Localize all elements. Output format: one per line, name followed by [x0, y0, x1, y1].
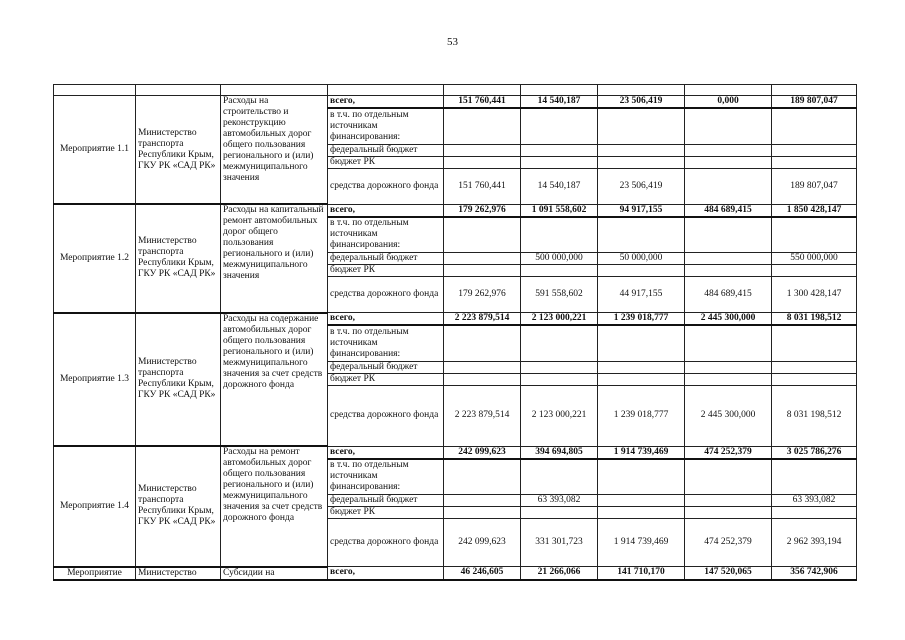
value-cell	[685, 144, 772, 156]
value-cell: 550 000,000	[772, 253, 857, 265]
value-cell	[444, 361, 521, 373]
value-cell	[685, 325, 772, 361]
source-cell: бюджет РК	[328, 156, 444, 168]
value-cell: 63 393,082	[521, 495, 598, 507]
source-cell: в т.ч. по отдельным источникам финансирования:	[328, 459, 444, 495]
value-cell	[685, 156, 772, 168]
table-row	[54, 96, 857, 109]
value-cell	[521, 361, 598, 373]
value-cell: 331 301,723	[521, 519, 598, 567]
value-cell	[772, 265, 857, 277]
value-cell: 179 262,976	[444, 204, 521, 217]
page-number: 53	[447, 36, 458, 48]
value-cell	[598, 507, 685, 519]
source-cell: федеральный бюджет	[328, 495, 444, 507]
table-row	[54, 204, 857, 217]
description-cell: Расходы на ремонт автомобильных дорог общего пользования регионального и (или) межмуниципального значения за счет средств дорожного фонда	[221, 446, 328, 567]
value-cell: 484 689,415	[685, 204, 772, 217]
value-cell	[598, 108, 685, 144]
value-cell: 14 540,187	[521, 96, 598, 109]
description-cell: Расходы на капитальный ремонт автомобильных дорог общего пользования регионального и (или) межмуниципального значения	[221, 204, 328, 313]
executor-cell: Министерство транспорта Республики Крым, ГКУ РК «САД РК»	[136, 204, 221, 313]
source-cell: всего,	[328, 313, 444, 326]
value-cell	[598, 459, 685, 495]
source-cell: всего,	[328, 446, 444, 459]
value-cell: 1 239 018,777	[598, 385, 685, 446]
value-cell	[521, 156, 598, 168]
value-cell	[772, 325, 857, 361]
value-cell	[444, 373, 521, 385]
value-cell	[521, 108, 598, 144]
value-cell: 8 031 198,512	[772, 385, 857, 446]
value-cell	[444, 507, 521, 519]
value-cell: 500 000,000	[521, 253, 598, 265]
value-cell: 151 760,441	[444, 168, 521, 204]
table-row	[54, 567, 857, 580]
value-cell	[598, 373, 685, 385]
source-cell: бюджет РК	[328, 373, 444, 385]
description-cell: Субсидии на	[221, 567, 328, 580]
value-cell: 1 914 739,469	[598, 446, 685, 459]
source-cell: федеральный бюджет	[328, 361, 444, 373]
value-cell	[772, 108, 857, 144]
value-cell: 2 445 300,000	[685, 313, 772, 326]
event-cell: Мероприятие 1.1	[54, 96, 136, 205]
value-cell: 23 506,419	[598, 168, 685, 204]
executor-cell: Министерство транспорта Республики Крым, ГКУ РК «САД РК»	[136, 313, 221, 447]
value-cell: 50 000,000	[598, 253, 685, 265]
description-cell: Расходы на строительство и реконструкцию автомобильных дорог общего пользования регионального и (или) межмуниципального значения	[221, 96, 328, 205]
value-cell: 242 099,623	[444, 519, 521, 567]
value-cell: 2 223 879,514	[444, 385, 521, 446]
value-cell	[521, 507, 598, 519]
value-cell: 151 760,441	[444, 96, 521, 109]
value-cell: 2 223 879,514	[444, 313, 521, 326]
event-cell: Мероприятие 1.4	[54, 446, 136, 567]
value-cell: 2 962 393,194	[772, 519, 857, 567]
source-cell: всего,	[328, 204, 444, 217]
value-cell	[772, 361, 857, 373]
value-cell: 1 091 558,602	[521, 204, 598, 217]
value-cell	[772, 459, 857, 495]
source-cell: бюджет РК	[328, 265, 444, 277]
value-cell: 474 252,379	[685, 519, 772, 567]
event-cell: Мероприятие 1.2	[54, 204, 136, 313]
value-cell	[685, 507, 772, 519]
value-cell	[598, 325, 685, 361]
value-cell: 242 099,623	[444, 446, 521, 459]
value-cell: 2 445 300,000	[685, 385, 772, 446]
value-cell: 23 506,419	[598, 96, 685, 109]
executor-cell: Министерство транспорта Республики Крым, ГКУ РК «САД РК»	[136, 446, 221, 567]
source-cell: всего,	[328, 96, 444, 109]
value-cell	[444, 459, 521, 495]
value-cell	[444, 156, 521, 168]
value-cell	[772, 217, 857, 253]
value-cell	[521, 459, 598, 495]
value-cell	[521, 144, 598, 156]
value-cell: 94 917,155	[598, 204, 685, 217]
value-cell	[598, 495, 685, 507]
value-cell: 46 246,605	[444, 567, 521, 580]
value-cell	[521, 325, 598, 361]
value-cell: 1 300 428,147	[772, 277, 857, 313]
value-cell	[598, 265, 685, 277]
value-cell	[685, 265, 772, 277]
source-cell: в т.ч. по отдельным источникам финансирования:	[328, 325, 444, 361]
value-cell	[444, 144, 521, 156]
value-cell: 189 807,047	[772, 168, 857, 204]
value-cell	[598, 217, 685, 253]
source-cell: бюджет РК	[328, 507, 444, 519]
funding-table	[53, 84, 857, 581]
value-cell	[685, 373, 772, 385]
value-cell: 2 123 000,221	[521, 385, 598, 446]
value-cell	[521, 217, 598, 253]
source-cell: средства дорожного фонда	[328, 385, 444, 446]
value-cell	[444, 253, 521, 265]
value-cell: 356 742,906	[772, 567, 857, 580]
executor-cell: Министерство транспорта Республики Крым, ГКУ РК «САД РК»	[136, 96, 221, 205]
value-cell	[685, 495, 772, 507]
value-cell	[444, 217, 521, 253]
source-cell: средства дорожного фонда	[328, 277, 444, 313]
value-cell: 3 025 786,276	[772, 446, 857, 459]
value-cell: 189 807,047	[772, 96, 857, 109]
description-cell: Расходы на содержание автомобильных дорог общего пользования регионального и (или) межмуниципального значения за счет средств дорожного фонда	[221, 313, 328, 447]
value-cell	[444, 325, 521, 361]
source-cell: в т.ч. по отдельным источникам финансирования:	[328, 108, 444, 144]
value-cell: 141 710,170	[598, 567, 685, 580]
value-cell: 14 540,187	[521, 168, 598, 204]
value-cell	[685, 168, 772, 204]
value-cell	[685, 253, 772, 265]
source-cell: федеральный бюджет	[328, 253, 444, 265]
value-cell: 1 914 739,469	[598, 519, 685, 567]
table-row	[54, 446, 857, 459]
value-cell	[598, 144, 685, 156]
value-cell	[772, 156, 857, 168]
header-row	[54, 85, 857, 96]
value-cell	[521, 265, 598, 277]
value-cell: 591 558,602	[521, 277, 598, 313]
event-cell: Мероприятие	[54, 567, 136, 580]
value-cell	[598, 156, 685, 168]
value-cell: 179 262,976	[444, 277, 521, 313]
source-cell: федеральный бюджет	[328, 144, 444, 156]
value-cell: 0,000	[685, 96, 772, 109]
value-cell	[444, 108, 521, 144]
value-cell: 1 850 428,147	[772, 204, 857, 217]
value-cell: 8 031 198,512	[772, 313, 857, 326]
source-cell: в т.ч. по отдельным источникам финансирования:	[328, 217, 444, 253]
value-cell	[521, 373, 598, 385]
executor-cell: Министерство	[136, 567, 221, 580]
source-cell: средства дорожного фонда	[328, 168, 444, 204]
value-cell	[444, 265, 521, 277]
value-cell	[685, 108, 772, 144]
source-cell: всего,	[328, 567, 444, 580]
value-cell: 394 694,805	[521, 446, 598, 459]
value-cell	[772, 507, 857, 519]
value-cell	[772, 144, 857, 156]
value-cell: 63 393,082	[772, 495, 857, 507]
value-cell	[685, 361, 772, 373]
value-cell: 2 123 000,221	[521, 313, 598, 326]
value-cell	[685, 217, 772, 253]
value-cell: 21 266,066	[521, 567, 598, 580]
value-cell	[598, 361, 685, 373]
table-row	[54, 313, 857, 326]
event-cell: Мероприятие 1.3	[54, 313, 136, 447]
value-cell: 484 689,415	[685, 277, 772, 313]
value-cell: 44 917,155	[598, 277, 685, 313]
value-cell	[772, 373, 857, 385]
value-cell	[685, 459, 772, 495]
value-cell: 1 239 018,777	[598, 313, 685, 326]
value-cell	[444, 495, 521, 507]
source-cell: средства дорожного фонда	[328, 519, 444, 567]
value-cell: 474 252,379	[685, 446, 772, 459]
value-cell: 147 520,065	[685, 567, 772, 580]
